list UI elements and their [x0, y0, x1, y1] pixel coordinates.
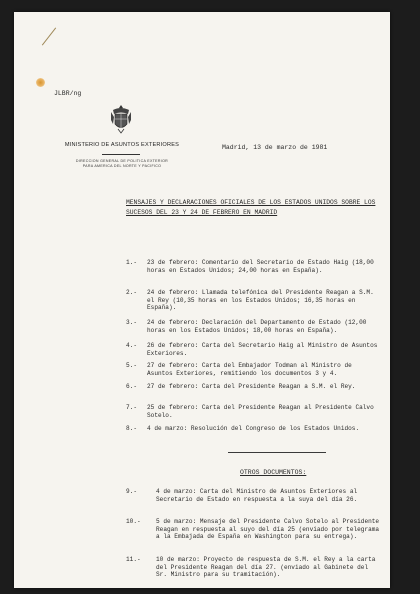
item-number: 2.- [126, 289, 137, 296]
pencil-mark [42, 28, 56, 46]
item-number: 5.- [126, 362, 137, 369]
other-documents-heading: OTROS DOCUMENTOS: [240, 469, 307, 476]
item-number: 3.- [126, 319, 137, 326]
ministry-name: MINISTERIO DE ASUNTOS EXTERIORES [64, 142, 180, 148]
item-number: 7.- [126, 404, 137, 411]
item-text: 4 de marzo: Resolución del Congreso de los Estados Unidos. [147, 425, 360, 432]
item-text: 24 de febrero: Llamada telefónica del Presidente Reagan a S.M. el Rey (10,35 horas en los Estados Unidos; 16,35 horas en España). [147, 289, 374, 312]
item-number: 9.- [126, 488, 137, 495]
document-date: Madrid, 13 de marzo de 1981 [222, 144, 328, 151]
item-number: 4.- [126, 342, 137, 349]
item-number: 11.- [126, 556, 141, 563]
item-text: 27 de febrero: Carta del Embajador Todman al Ministro de Asuntos Exteriores, remitiendo los documentos 3 y 4. [147, 362, 352, 377]
item-text: 25 de febrero: Carta del Presidente Reagan al Presidente Calvo Sotelo. [147, 404, 374, 419]
item-text: 24 de febrero: Declaración del Departamento de Estado (12,00 horas en los Estados Unidos; 18,00 horas en España). [147, 319, 367, 334]
department-name [56, 159, 188, 169]
item-text: 4 de marzo: Carta del Ministro de Asuntos Exteriores al Secretario de Estado en respuesta a la suya del día 26. [156, 488, 358, 503]
spanish-crest-icon [110, 104, 132, 134]
document-page [14, 12, 390, 588]
item-text: 10 de marzo: Proyecto de respuesta de S.M. el Rey a la carta del Presidente Reagan del día 27. (enviado al Gabinete del Sr. Ministro para su tramitación). [156, 556, 376, 579]
item-text: 27 de febrero: Carta del Presidente Reagan a S.M. el Rey. [147, 383, 356, 390]
item-number: 8.- [126, 425, 137, 432]
item-number: 10.- [126, 518, 141, 525]
item-text: 5 de marzo: Mensaje del Presidente Calvo Sotelo al Presidente Reagan en respuesta al suyo del día 25 (enviado por telegrama a la Embajada de España en Washington para su entrega). [156, 518, 380, 541]
item-number: 6.- [126, 383, 137, 390]
reference-code: JLBR/ng [54, 90, 82, 97]
department-line-2: PARA AMERICA DEL NORTE Y PACIFICO [82, 164, 162, 169]
item-text: 23 de febrero: Comentario del Secretario de Estado Haig (18,00 horas en Estados Unidos; 24,00 horas en España). [147, 259, 374, 274]
orange-stain-mark [36, 78, 45, 87]
department-line-1: DIRECCION GENERAL DE POLITICA EXTERIOR [75, 159, 169, 163]
section-divider [228, 452, 326, 453]
document-title: MENSAJES Y DECLARACIONES OFICIALES DE LOS ESTADOS UNIDOS SOBRE LOS SUCESOS DEL 23 Y 24 DE FEBRERO EN MADRID [126, 199, 376, 216]
item-text: 26 de febrero: Carta del Secretario Haig al Ministro de Asuntos Exteriores. [147, 342, 378, 357]
item-number: 1.- [126, 259, 137, 266]
header-rule [102, 154, 140, 155]
